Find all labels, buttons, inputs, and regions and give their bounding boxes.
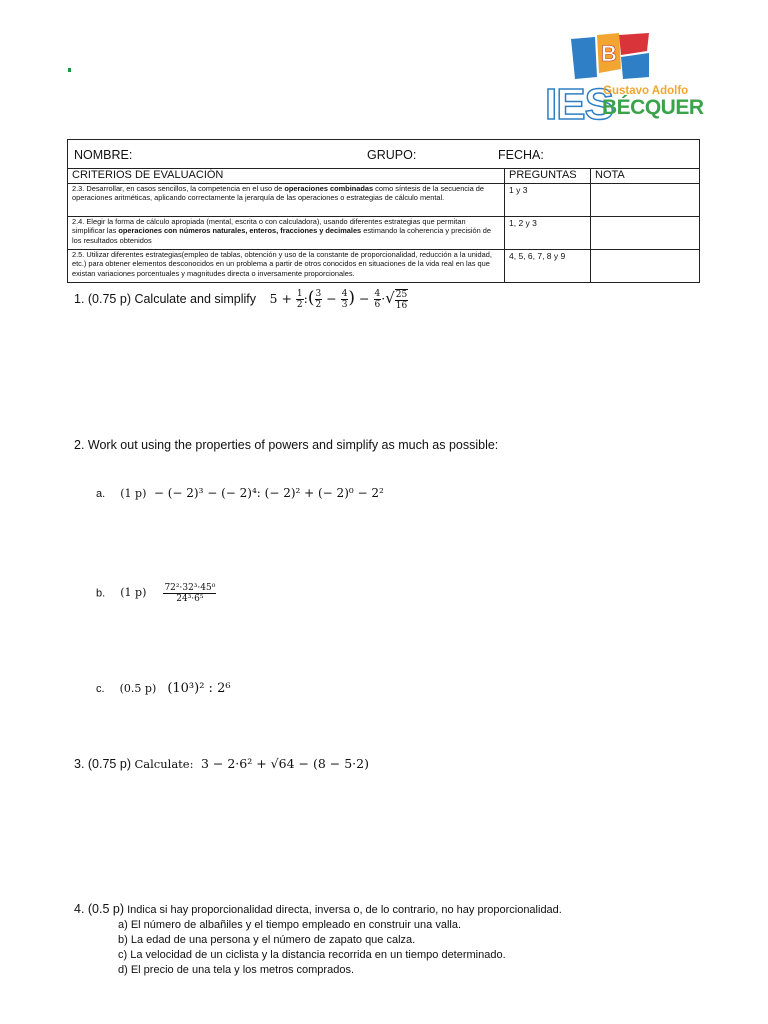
criteria-text: 2.4. Elegir la forma de cálculo apropiada (mental, escrita o con calculadora), usando diferentes estrategias que permitan simplificar las operaciones con números naturales, enteros, fracciones y decimales estimando la coherencia y precisión de los resultados obtenidos: [68, 217, 505, 250]
question-2a: a. (1 p) − (− 2)³ − (− 2)⁴: (− 2)² + (− 2)⁰ − 2²: [96, 486, 384, 500]
criteria-row: [68, 217, 700, 250]
col-preguntas: PREGUNTAS: [505, 169, 591, 184]
grade-cell: [591, 217, 700, 250]
list-item: d) El precio de una tela y los metros comprados.: [118, 964, 355, 976]
question-1: [74, 288, 408, 311]
fecha-label: FECHA:: [498, 148, 544, 162]
col-criterios: CRITERIOS DE EVALUACIÓN: [68, 169, 505, 184]
question-2c-expression: (10³)² : 2⁶: [167, 681, 231, 696]
question-2-label: 2. Work out using the properties of powers and simplify as much as possible:: [74, 438, 499, 452]
student-info-row: [68, 140, 700, 169]
logo-ies-text: IES: [545, 80, 613, 129]
svg-text:B: B: [601, 41, 617, 66]
question-2c: c. (0.5 p) (10³)² : 2⁶: [96, 681, 231, 696]
criteria-questions: 1 y 3: [505, 184, 591, 217]
list-item: c) La velocidad de un ciclista y la distancia recorrida en un tiempo determinado.: [118, 949, 506, 961]
criteria-questions: 4, 5, 6, 7, 8 y 9: [505, 250, 591, 283]
criteria-text: 2.3. Desarrollar, en casos sencillos, la competencia en el uso de operaciones combinadas como síntesis de la secuencia de operaciones aritméticas, aplicando correctamente la jerarquía de las operaciones o estrategias de cálculo mental.: [68, 184, 505, 217]
grade-cell: [591, 184, 700, 217]
grupo-label: GRUPO:: [367, 148, 417, 162]
question-3-label: 3. (0.75 p): [74, 757, 131, 771]
nombre-label: NOMBRE:: [74, 148, 133, 162]
criteria-row: [68, 184, 700, 217]
criteria-text: 2.5. Utilizar diferentes estrategias(empleo de tablas, obtención y uso de la constante de proporcionalidad, reducción a la unidad, etc.) para obtener elementos desconocidos en un problema a partir de otros conocidos en situaciones de la vida real en las que existan variaciones porcentuales y magnitudes directa o inversamente proporcionales.: [68, 250, 505, 283]
exam-header-table: [67, 139, 700, 283]
question-4-items: [74, 918, 562, 978]
question-4-intro: Indica si hay proporcionalidad directa, inversa o, de lo contrario, no hay proporcionalidad.: [127, 904, 562, 916]
question-3-expression: 3 − 2·6² + √64 − (8 − 5·2): [200, 756, 369, 771]
logo-book-icon: [571, 33, 651, 85]
list-item: a) El número de albañiles y el tiempo empleado en construir una valla.: [118, 919, 462, 931]
question-2b-expression: $\frac{\text{72²·32³·45⁰}}{\text{24³·6⁵}}$: [164, 583, 216, 604]
question-3: 3. (0.75 p) Calculate: 3 − 2·6² + √64 − (8 − 5·2): [74, 756, 369, 771]
question-4-label: 4. (0.5 p): [74, 902, 125, 916]
criteria-row: [68, 250, 700, 283]
question-1-expression: 5 + $\frac{1}{2}$ :( $\frac{3}{2}$ − $\frac{4}{3}$ ) − $\frac{4}{6}$ ·√ $\frac{25}{16}$: [269, 288, 408, 311]
col-nota: NOTA: [591, 169, 700, 184]
criteria-header-row: [68, 169, 700, 184]
list-item: b) La edad de una persona y el número de zapato que calza.: [118, 934, 416, 946]
criteria-questions: 1, 2 y 3: [505, 217, 591, 250]
question-4: [74, 902, 562, 978]
school-logo: [545, 33, 704, 129]
stray-mark: [68, 68, 71, 72]
logo-name-line1: Gustavo Adolfo: [603, 85, 689, 97]
question-2b: b. (1 p) $\frac{\text{72²·32³·45⁰}}{\text{24³·6⁵}}$: [96, 583, 216, 604]
logo-name-line2: BÉCQUER: [602, 96, 704, 119]
grade-cell: [591, 250, 700, 283]
question-1-label: 1. (0.75 p) Calculate and simplify: [74, 292, 257, 306]
question-2a-expression: − (− 2)³ − (− 2)⁴: (− 2)² + (− 2)⁰ − 2²: [153, 486, 384, 500]
